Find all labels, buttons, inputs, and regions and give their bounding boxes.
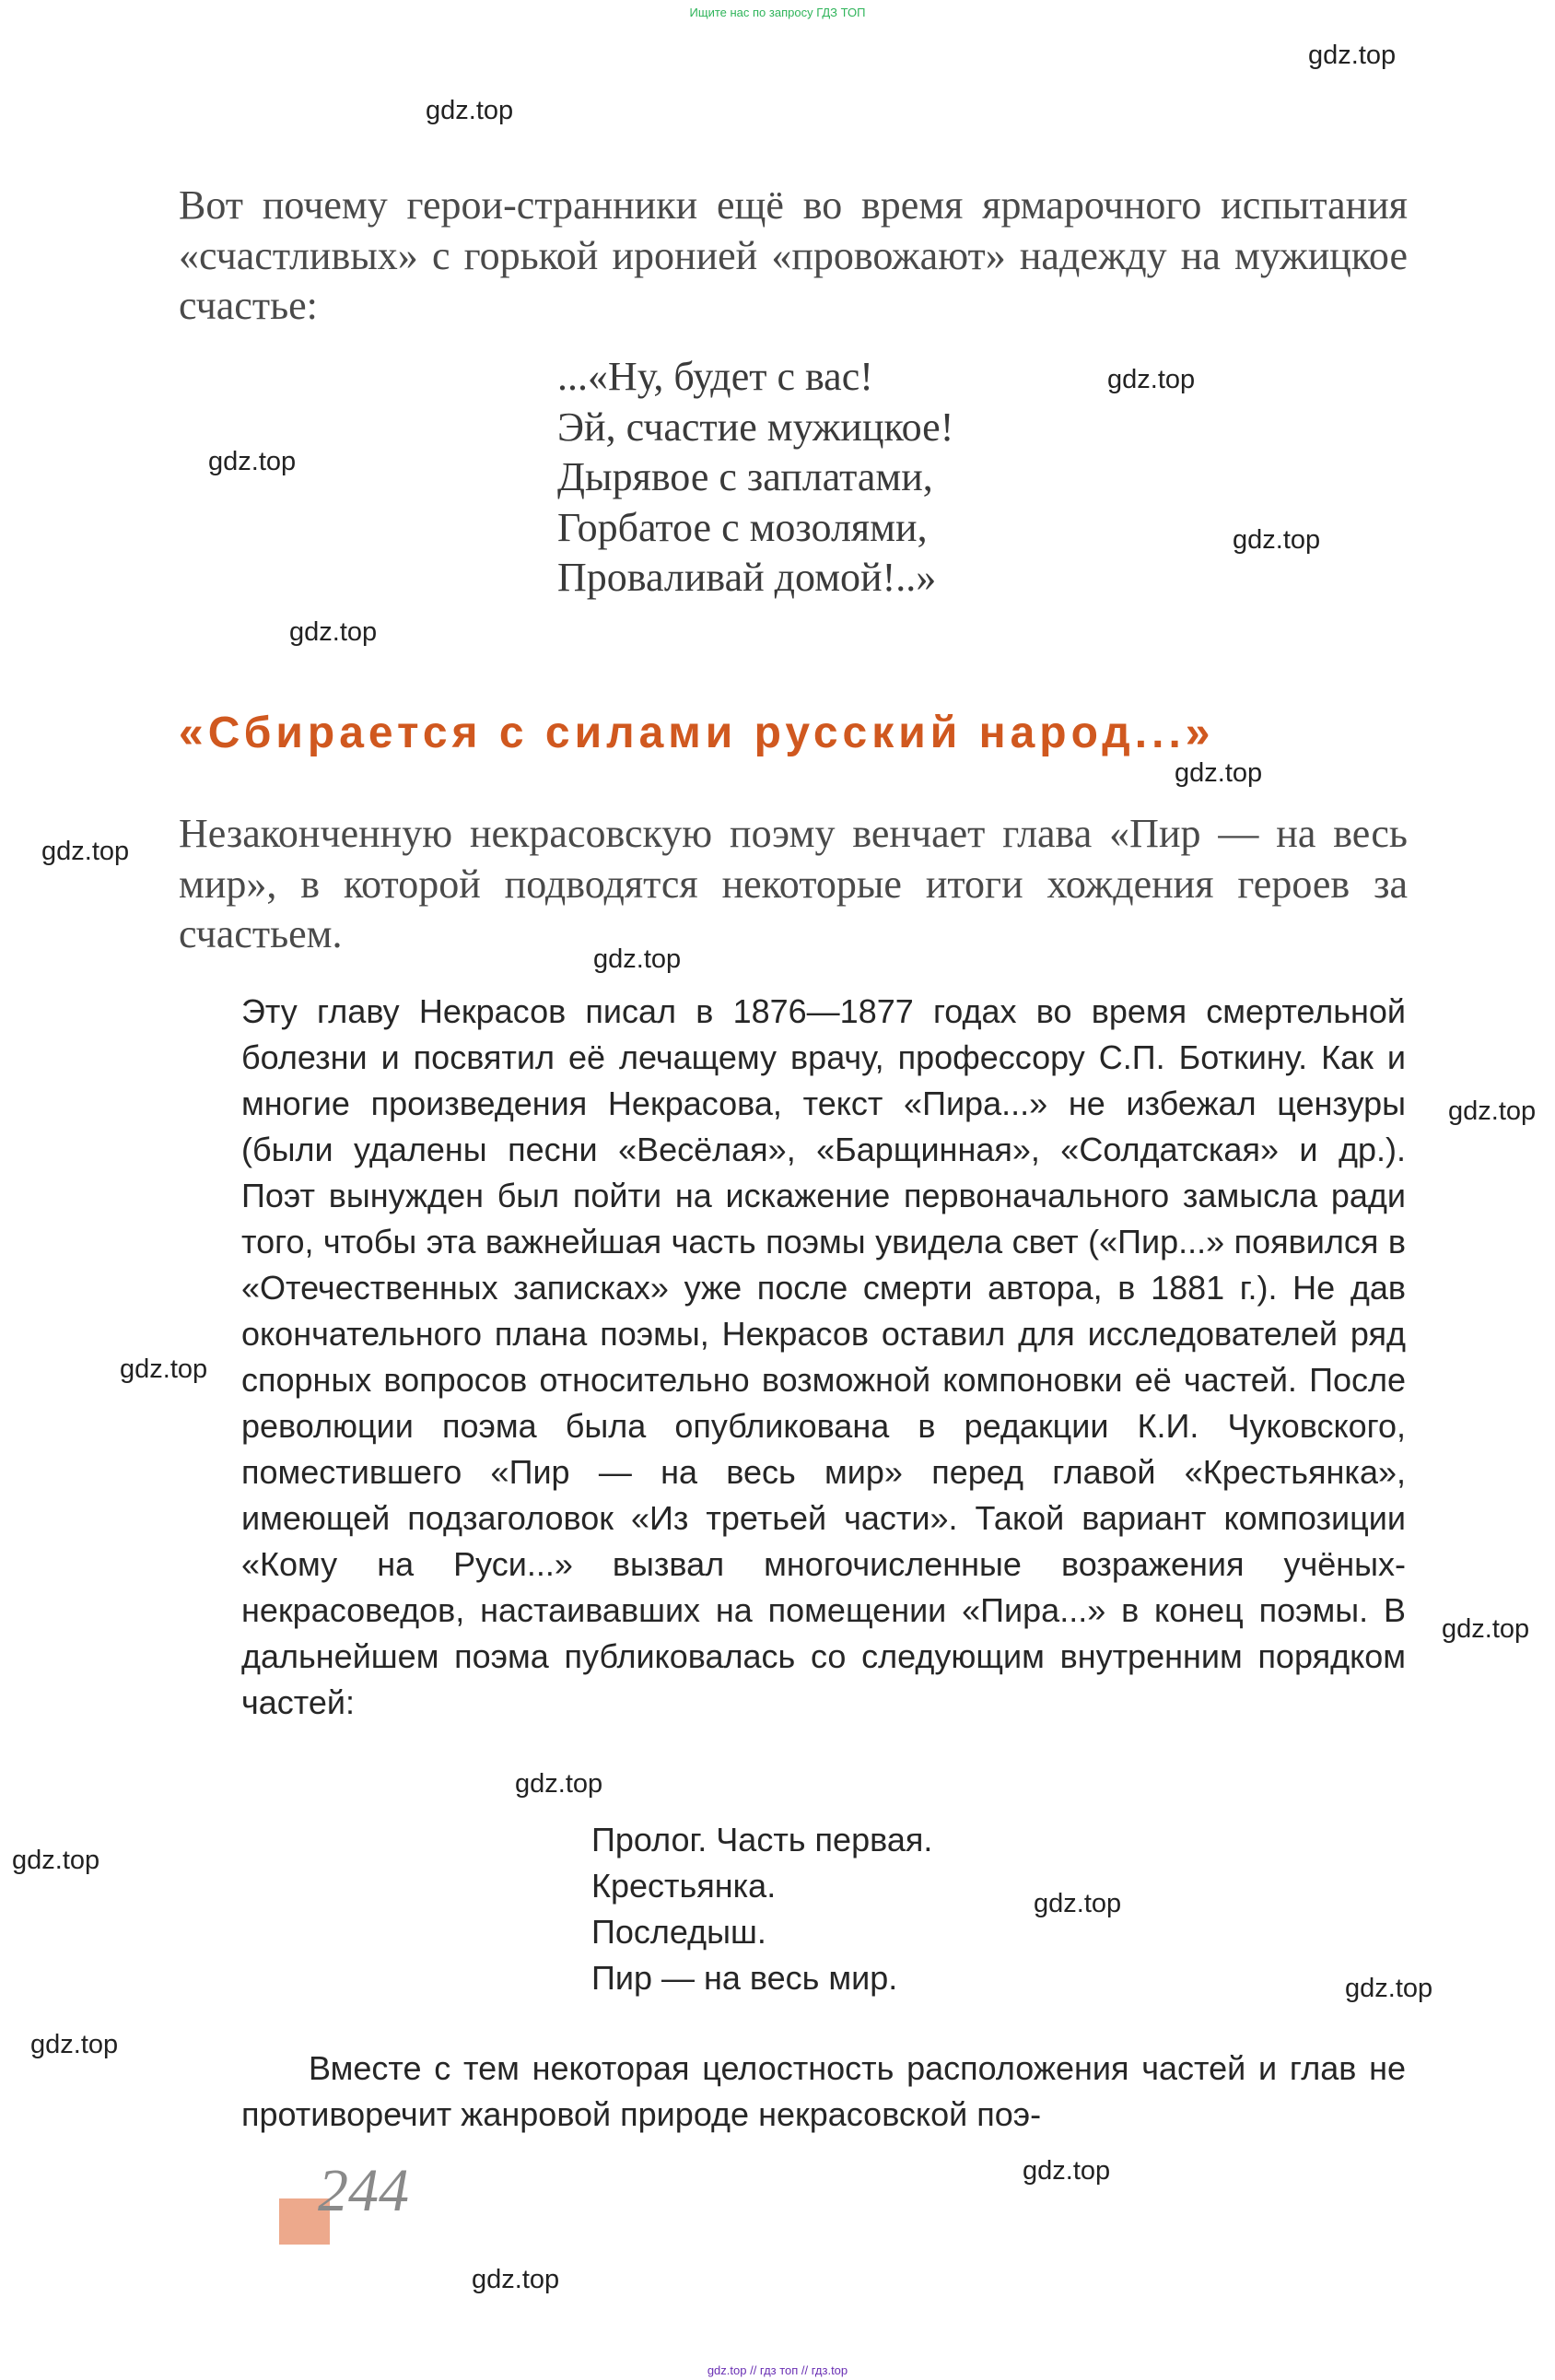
watermark: gdz.top	[593, 944, 682, 974]
verse-line: Эй, счастие мужицкое!	[557, 404, 954, 450]
watermark: gdz.top	[30, 2030, 119, 2059]
page-number: 244	[318, 2157, 409, 2224]
watermark: gdz.top	[1345, 1974, 1433, 2003]
list-item: Пролог. Часть первая.	[591, 1821, 933, 1858]
verse-line: Проваливай домой!..»	[557, 555, 937, 600]
history-paragraph: Эту главу Некрасов писал в 1876—1877 годах во время смертельной болезни и посвятил её лечащему врачу, профессору С.П. Боткину. Как и многие произведения Некрасова, текст «Пира...» не избежал цензуры (были удалены песни «Весёлая», «Барщинная», «Солдатская» и др.). Поэт вынужден был пойти на искажение первоначального замысла ради того, чтобы эта важнейшая часть поэмы увидела свет («Пир...» появился в «Отечественных записках» уже после смерти автора, в 1881 г.). Не дав окончательного плана поэмы, Некрасов оставил для исследователей ряд спорных вопросов относительно возможной компоновки её частей. После революции поэма была опубликована в редакции К.И. Чуковского, поместившего «Пир — на весь мир» перед главой «Крестьянка», имеющей подзаголовок «Из третьей части». Такой вариант композиции «Кому на Руси...» вызвал многочисленные возражения учёных-некрасоведов, настаивавших на помещении «Пира...» в конец поэмы. В дальнейшем поэма публиковалась со следующим внутренним порядком частей:	[241, 992, 1406, 1721]
footer-links: gdz.top // гдз топ // гдз.top	[707, 2363, 848, 2377]
watermark: gdz.top	[12, 1846, 100, 1875]
parts-list	[591, 1817, 932, 2001]
lead-paragraph: Незаконченную некрасовскую поэму венчает глава «Пир — на весь мир», в которой подводятся некоторые итоги хождения героев за счастьем.	[179, 811, 1408, 956]
watermark: gdz.top	[426, 96, 514, 125]
watermark: gdz.top	[1107, 365, 1196, 394]
top-search-note: Ищите нас по запросу ГДЗ ТОП	[689, 6, 866, 19]
watermark: gdz.top	[1175, 758, 1263, 788]
watermark: gdz.top	[1442, 1614, 1530, 1644]
section-heading: «Сбирается с силами русский народ...»	[179, 709, 1215, 757]
list-item: Крестьянка.	[591, 1867, 777, 1905]
list-item: Последыш.	[591, 1913, 766, 1951]
list-item: Пир — на весь мир.	[591, 1959, 898, 1997]
verse-line: Дырявое с заплатами,	[557, 454, 933, 499]
verse-line: Горбатое с мозолями,	[557, 504, 928, 550]
watermark: gdz.top	[1308, 41, 1397, 70]
watermark: gdz.top	[1233, 525, 1321, 555]
watermark: gdz.top	[472, 2265, 560, 2294]
intro-paragraph: Вот почему герои-странники ещё во время ярмарочного испытания «счастливых» с горькой иронией «провожают» надежду на мужицкое счастье:	[179, 182, 1408, 328]
conclusion-paragraph: Вместе с тем некоторая целостность расположения частей и глав не противоречит жанровой природе некрасовской поэ-	[241, 2049, 1406, 2133]
watermark: gdz.top	[1023, 2156, 1111, 2186]
watermark: gdz.top	[208, 447, 297, 476]
verse-block	[557, 352, 953, 604]
verse-line: ...«Ну, будет с вас!	[557, 354, 873, 399]
watermark: gdz.top	[41, 837, 130, 866]
watermark: gdz.top	[1034, 1889, 1122, 1918]
watermark: gdz.top	[289, 617, 378, 647]
watermark: gdz.top	[1448, 1096, 1537, 1126]
watermark: gdz.top	[515, 1769, 603, 1799]
watermark: gdz.top	[120, 1354, 208, 1384]
